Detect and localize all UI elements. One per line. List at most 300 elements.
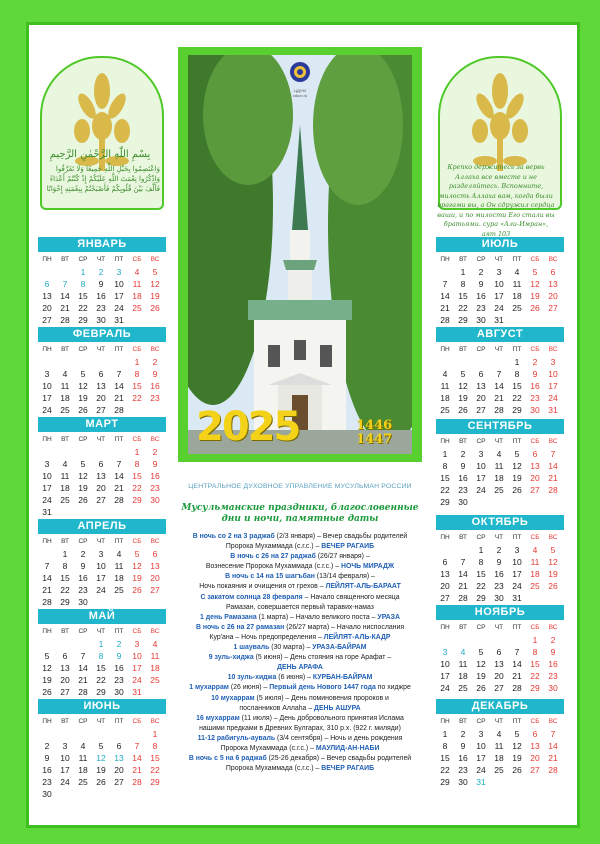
day-cell: 15	[476, 569, 486, 579]
day-cell: 22	[512, 393, 522, 403]
month-name: ДЕКАБРЬ	[436, 699, 564, 714]
day-cell: 19	[78, 483, 88, 493]
day-cell: 18	[150, 663, 160, 673]
day-cell: 10	[494, 279, 504, 289]
day-cell: 28	[494, 405, 504, 415]
empty-cell	[56, 356, 74, 368]
holiday-text: Вознесение Пророка Мухаммада (с.г.с.) –	[205, 563, 341, 571]
day-cell: 16	[458, 753, 468, 763]
day-cell: 30	[548, 683, 558, 693]
month-name: МАЙ	[38, 609, 166, 624]
day-cell: 26	[78, 405, 88, 415]
empty-cell	[92, 446, 110, 458]
day-cell: 10	[60, 753, 70, 763]
day-cell: 29	[440, 497, 450, 507]
day-cell: 7	[44, 561, 50, 571]
organization-name: ЦЕНТРАЛЬНОЕ ДУХОВНОЕ УПРАВЛЕНИЕ МУСУЛЬМАН РОССИИ	[188, 483, 412, 490]
day-cell: 14	[114, 381, 124, 391]
holiday-highlight: ДЕНЬ АШУРА	[314, 704, 361, 712]
weekday-label: ВТ	[459, 718, 467, 725]
day-cell: 23	[42, 777, 52, 787]
weekday-label: ПТ	[512, 718, 522, 725]
day-cell: 10	[42, 471, 52, 481]
month-name: ЯНВАРЬ	[38, 237, 166, 252]
weekday-label: СБ	[132, 538, 142, 545]
day-cell: 16	[42, 765, 52, 775]
day-cell: 6	[532, 449, 538, 459]
month-name: ОКТЯБРЬ	[436, 515, 564, 530]
day-cell: 21	[114, 393, 124, 403]
day-cell: 26	[132, 585, 142, 595]
empty-cell	[110, 446, 128, 458]
day-cell: 23	[548, 671, 558, 681]
day-cell: 4	[80, 741, 86, 751]
weekday-label: СР	[476, 718, 486, 725]
weekday-label: ЧТ	[96, 538, 106, 545]
day-cell: 25	[78, 777, 88, 787]
day-cell: 7	[496, 369, 502, 379]
mosque-photo	[188, 55, 412, 454]
day-cell: 3	[98, 549, 104, 559]
day-cell: 21	[458, 581, 468, 591]
weekday-label: СБ	[132, 718, 142, 725]
holiday-line	[172, 734, 428, 744]
day-cell: 13	[548, 279, 558, 289]
day-cell: 10	[96, 561, 106, 571]
hijri-year-2: 1447	[356, 432, 393, 447]
day-cell: 16	[476, 291, 486, 301]
day-cell: 20	[96, 483, 106, 493]
day-cell: 27	[494, 683, 504, 693]
holiday-highlight: МАУЛИД-АН-НАБИ	[315, 744, 380, 752]
weekday-label: ПТ	[114, 538, 124, 545]
holiday-highlight: 10 зуль-хиджа	[227, 674, 277, 682]
day-cell: 9	[496, 557, 502, 567]
day-cell: 20	[114, 765, 124, 775]
empty-cell	[74, 446, 92, 458]
holiday-highlight: 1 мухаррам	[189, 684, 229, 692]
weekday-label: ПТ	[512, 256, 522, 263]
holiday-highlight: ВЕЧЕР РАГАИБ	[321, 765, 375, 773]
weekday-label: ЧТ	[494, 718, 504, 725]
day-cell: 1	[134, 357, 140, 367]
day-cell: 1	[152, 729, 158, 739]
day-cell: 7	[550, 449, 556, 459]
weekday-label: ПН	[440, 438, 450, 445]
day-cell: 19	[78, 393, 88, 403]
weekday-label: СБ	[530, 624, 540, 631]
day-cell: 6	[98, 459, 104, 469]
day-cell: 27	[114, 777, 124, 787]
day-cell: 14	[494, 381, 504, 391]
day-cell: 8	[98, 651, 104, 661]
day-cell: 16	[150, 471, 160, 481]
day-cell: 14	[458, 569, 468, 579]
day-cell: 8	[532, 647, 538, 657]
day-cell: 19	[530, 291, 540, 301]
day-cell: 2	[80, 549, 86, 559]
day-cell: 24	[114, 303, 124, 313]
day-cell: 11	[494, 461, 504, 471]
day-cell: 6	[62, 651, 68, 661]
weekday-label: ПН	[42, 718, 52, 725]
holiday-highlight: В ночь с 14 на 15 шагъбан	[225, 573, 315, 581]
day-cell: 14	[132, 753, 142, 763]
day-cell: 1	[478, 545, 484, 555]
weekday-label: ВТ	[61, 628, 69, 635]
weekday-label: ЧТ	[494, 534, 504, 541]
day-cell: 9	[116, 651, 122, 661]
day-cell: 16	[96, 291, 106, 301]
day-cell: 20	[548, 291, 558, 301]
empty-cell	[74, 728, 92, 740]
day-cell: 2	[152, 447, 158, 457]
day-cell: 29	[458, 315, 468, 325]
weekday-label: СР	[78, 718, 88, 725]
day-cell: 17	[476, 753, 486, 763]
day-cell: 2	[116, 639, 122, 649]
day-cell: 5	[80, 369, 86, 379]
day-cell: 19	[132, 573, 142, 583]
logo	[284, 61, 316, 98]
weekday-label: ПТ	[114, 346, 124, 353]
month-calendar-7	[436, 237, 564, 326]
holiday-line	[172, 694, 428, 704]
arabic-verse: وَاعْتَصِمُوا بِحَبْلِ اللَّهِ جَمِيعًا وَلَا تَفَرَّقُوا وَاذْكُرُوا نِعْمَتَ اللَّهِ عَلَيْكُمْ إِذْ كُنْتُمْ أَعْدَاءً فَأَلَّفَ بَيْنَ قُلُوبِكُمْ فَأَصْبَحْتُمْ بِنِعْمَتِهِ إِخْوَانًا	[46, 165, 160, 193]
empty-cell	[56, 638, 74, 650]
day-cell: 15	[150, 753, 160, 763]
day-cell: 6	[478, 369, 484, 379]
day-cell: 24	[548, 393, 558, 403]
logo-caption: ЦДУМ	[294, 88, 306, 93]
weekday-label: ЧТ	[96, 346, 106, 353]
holiday-text: по хиджре	[375, 684, 411, 692]
day-cell: 1	[80, 267, 86, 277]
holiday-highlight: В ночь с 5 на 6 раджаб	[188, 755, 267, 763]
holiday-highlight: 10 мухаррам	[211, 694, 255, 702]
empty-cell	[436, 266, 454, 278]
day-cell: 1	[134, 447, 140, 457]
day-cell: 4	[496, 449, 502, 459]
day-cell: 4	[442, 369, 448, 379]
day-cell: 30	[150, 495, 160, 505]
weekday-label: СР	[476, 256, 486, 263]
weekday-label: ВТ	[61, 346, 69, 353]
holidays-title: Мусульманские праздники, благословенные дни и ночи, памятные даты	[181, 503, 419, 524]
day-cell: 9	[532, 369, 538, 379]
day-cell: 1	[442, 729, 448, 739]
weekday-label: ПН	[440, 624, 450, 631]
mosque-illustration	[188, 55, 412, 454]
holiday-text: (13/14 февраля) –	[314, 573, 375, 581]
weekday-label: ПТ	[512, 534, 522, 541]
day-cell: 25	[494, 765, 504, 775]
day-cell: 3	[478, 729, 484, 739]
day-cell: 19	[548, 569, 558, 579]
day-cell: 27	[150, 585, 160, 595]
holiday-highlight: ВЕЧЕР РАГАИБ	[321, 543, 375, 551]
empty-cell	[92, 728, 110, 740]
weekday-label: ЧТ	[494, 346, 504, 353]
holiday-text: нашими предками в Древних Булгарах, 310 р.х. (922 г. миляди)	[199, 724, 401, 732]
holiday-text: (26 июня) –	[228, 684, 270, 692]
empty-cell	[128, 728, 146, 740]
day-cell: 28	[458, 593, 468, 603]
weekday-label: ПТ	[512, 346, 522, 353]
day-cell: 21	[548, 473, 558, 483]
month-calendar-2	[38, 327, 166, 416]
holiday-highlight: 16 мухаррам	[196, 714, 240, 722]
day-cell: 9	[478, 279, 484, 289]
day-cell: 17	[42, 483, 52, 493]
day-cell: 30	[530, 405, 540, 415]
day-cell: 11	[78, 753, 88, 763]
holiday-line	[172, 532, 428, 542]
holiday-highlight: 1 шаувaль	[233, 644, 270, 652]
day-cell: 23	[150, 393, 160, 403]
day-cell: 19	[512, 473, 522, 483]
weekday-label: ЧТ	[494, 438, 504, 445]
day-cell: 15	[78, 291, 88, 301]
day-cell: 25	[150, 675, 160, 685]
weekday-label: СР	[476, 624, 486, 631]
weekday-label: ЧТ	[96, 256, 106, 263]
day-cell: 15	[132, 471, 142, 481]
day-cell: 5	[550, 545, 556, 555]
day-cell: 31	[132, 687, 142, 697]
day-cell: 4	[496, 729, 502, 739]
day-cell: 30	[78, 597, 88, 607]
day-cell: 3	[442, 647, 448, 657]
day-cell: 5	[134, 549, 140, 559]
holiday-line	[172, 623, 428, 633]
day-cell: 14	[42, 573, 52, 583]
weekday-label: СР	[78, 628, 88, 635]
day-cell: 29	[150, 777, 160, 787]
days-grid	[38, 716, 166, 800]
day-cell: 13	[114, 753, 124, 763]
holiday-text: Рамазан, совершается первый таравих-намаз	[226, 603, 374, 611]
holiday-highlight: УРАЗА	[377, 613, 400, 621]
day-cell: 12	[42, 663, 52, 673]
weekday-label: ВС	[150, 436, 160, 443]
day-cell: 26	[42, 687, 52, 697]
empty-cell	[110, 728, 128, 740]
weekday-label: СБ	[530, 346, 540, 353]
day-cell: 8	[460, 279, 466, 289]
empty-cell	[490, 634, 508, 646]
day-cell: 23	[96, 303, 106, 313]
day-cell: 5	[152, 267, 158, 277]
day-cell: 28	[78, 687, 88, 697]
day-cell: 1	[98, 639, 104, 649]
day-cell: 25	[512, 303, 522, 313]
day-cell: 27	[42, 315, 52, 325]
day-cell: 20	[530, 473, 540, 483]
day-cell: 9	[152, 369, 158, 379]
holiday-line	[172, 744, 428, 754]
day-cell: 13	[440, 569, 450, 579]
day-cell: 12	[548, 557, 558, 567]
day-cell: 21	[494, 393, 504, 403]
empty-cell	[436, 356, 454, 368]
holiday-highlight: С закатом солнца 28 февраля	[200, 593, 303, 601]
day-cell: 27	[96, 405, 106, 415]
day-cell: 3	[514, 545, 520, 555]
day-cell: 29	[476, 593, 486, 603]
day-cell: 6	[532, 729, 538, 739]
holiday-highlight: Первый день Нового 1447 года	[269, 684, 376, 692]
day-cell: 18	[60, 483, 70, 493]
day-cell: 6	[152, 549, 158, 559]
day-cell: 27	[530, 485, 540, 495]
day-cell: 16	[150, 381, 160, 391]
month-calendar-10	[436, 515, 564, 604]
day-cell: 31	[512, 593, 522, 603]
day-cell: 17	[476, 473, 486, 483]
weekday-label: ЧТ	[96, 436, 106, 443]
day-cell: 5	[514, 729, 520, 739]
day-cell: 10	[42, 381, 52, 391]
day-cell: 21	[548, 753, 558, 763]
day-cell: 17	[42, 393, 52, 403]
day-cell: 6	[98, 369, 104, 379]
month-name: АВГУСТ	[436, 327, 564, 342]
day-cell: 19	[476, 671, 486, 681]
day-cell: 8	[478, 557, 484, 567]
day-cell: 31	[114, 315, 124, 325]
weekday-label: ВС	[150, 256, 160, 263]
day-cell: 30	[114, 687, 124, 697]
empty-cell	[508, 634, 526, 646]
day-cell: 25	[440, 405, 450, 415]
day-cell: 29	[96, 687, 106, 697]
day-cell: 8	[152, 741, 158, 751]
days-grid	[436, 436, 564, 508]
day-cell: 28	[60, 315, 70, 325]
day-cell: 5	[478, 647, 484, 657]
empty-cell	[454, 356, 472, 368]
day-cell: 7	[442, 279, 448, 289]
day-cell: 19	[42, 675, 52, 685]
day-cell: 22	[132, 483, 142, 493]
day-cell: 17	[494, 291, 504, 301]
weekday-label: СБ	[530, 256, 540, 263]
day-cell: 24	[494, 303, 504, 313]
day-cell: 22	[440, 765, 450, 775]
day-cell: 29	[78, 315, 88, 325]
day-cell: 8	[134, 459, 140, 469]
day-cell: 20	[42, 303, 52, 313]
day-cell: 12	[132, 561, 142, 571]
day-cell: 27	[548, 303, 558, 313]
day-cell: 18	[440, 393, 450, 403]
day-cell: 25	[494, 485, 504, 495]
day-cell: 27	[440, 593, 450, 603]
empty-cell	[436, 544, 454, 556]
day-cell: 17	[132, 663, 142, 673]
day-cell: 10	[132, 651, 142, 661]
holiday-line	[172, 643, 428, 653]
month-name: ИЮЛЬ	[436, 237, 564, 252]
weekday-label: ВС	[548, 534, 558, 541]
day-cell: 2	[44, 741, 50, 751]
month-name: СЕНТЯБРЬ	[436, 419, 564, 434]
day-cell: 1	[460, 267, 466, 277]
day-cell: 21	[114, 483, 124, 493]
weekday-label: ПН	[440, 718, 450, 725]
day-cell: 6	[442, 557, 448, 567]
day-cell: 12	[458, 381, 468, 391]
day-cell: 19	[96, 765, 106, 775]
day-cell: 26	[548, 581, 558, 591]
holiday-highlight: В ночь с 26 на 27 раджаб	[230, 553, 316, 561]
day-cell: 2	[152, 357, 158, 367]
day-cell: 29	[512, 405, 522, 415]
day-cell: 6	[44, 279, 50, 289]
weekday-label: ПТ	[512, 624, 522, 631]
day-cell: 12	[512, 741, 522, 751]
day-cell: 31	[476, 777, 486, 787]
day-cell: 18	[494, 753, 504, 763]
holiday-highlight: В ночь с 26 на 27 рамазан	[195, 623, 285, 631]
holiday-line	[172, 552, 428, 562]
day-cell: 5	[80, 459, 86, 469]
holiday-highlight: 9 зуль-хиджа	[208, 654, 254, 662]
day-cell: 2	[550, 635, 556, 645]
day-cell: 1	[442, 449, 448, 459]
day-cell: 14	[78, 663, 88, 673]
day-cell: 17	[96, 573, 106, 583]
day-cell: 25	[132, 303, 142, 313]
day-cell: 30	[458, 777, 468, 787]
weekday-label: ПН	[42, 256, 52, 263]
day-cell: 9	[460, 461, 466, 471]
day-cell: 22	[96, 675, 106, 685]
day-cell: 3	[134, 639, 140, 649]
day-cell: 22	[60, 585, 70, 595]
day-cell: 11	[132, 279, 142, 289]
weekday-label: СР	[476, 438, 486, 445]
year-label: 2025	[196, 404, 300, 450]
weekday-label: СР	[476, 534, 486, 541]
day-cell: 11	[530, 557, 540, 567]
day-cell: 9	[152, 459, 158, 469]
holiday-line	[172, 704, 428, 714]
day-cell: 23	[458, 765, 468, 775]
weekday-label: ВС	[548, 256, 558, 263]
day-cell: 15	[60, 573, 70, 583]
day-cell: 12	[78, 471, 88, 481]
day-cell: 7	[116, 459, 122, 469]
day-cell: 18	[458, 671, 468, 681]
day-cell: 10	[114, 279, 124, 289]
empty-cell	[110, 356, 128, 368]
day-cell: 29	[530, 683, 540, 693]
weekday-label: СБ	[132, 436, 142, 443]
hijri-year-1: 1446	[356, 418, 393, 433]
day-cell: 31	[494, 315, 504, 325]
day-cell: 14	[548, 741, 558, 751]
empty-cell	[490, 356, 508, 368]
month-name: ИЮНЬ	[38, 699, 166, 714]
month-calendar-12	[436, 699, 564, 788]
empty-cell	[472, 634, 490, 646]
day-cell: 8	[514, 369, 520, 379]
day-cell: 18	[494, 473, 504, 483]
day-cell: 16	[494, 569, 504, 579]
day-cell: 25	[530, 581, 540, 591]
